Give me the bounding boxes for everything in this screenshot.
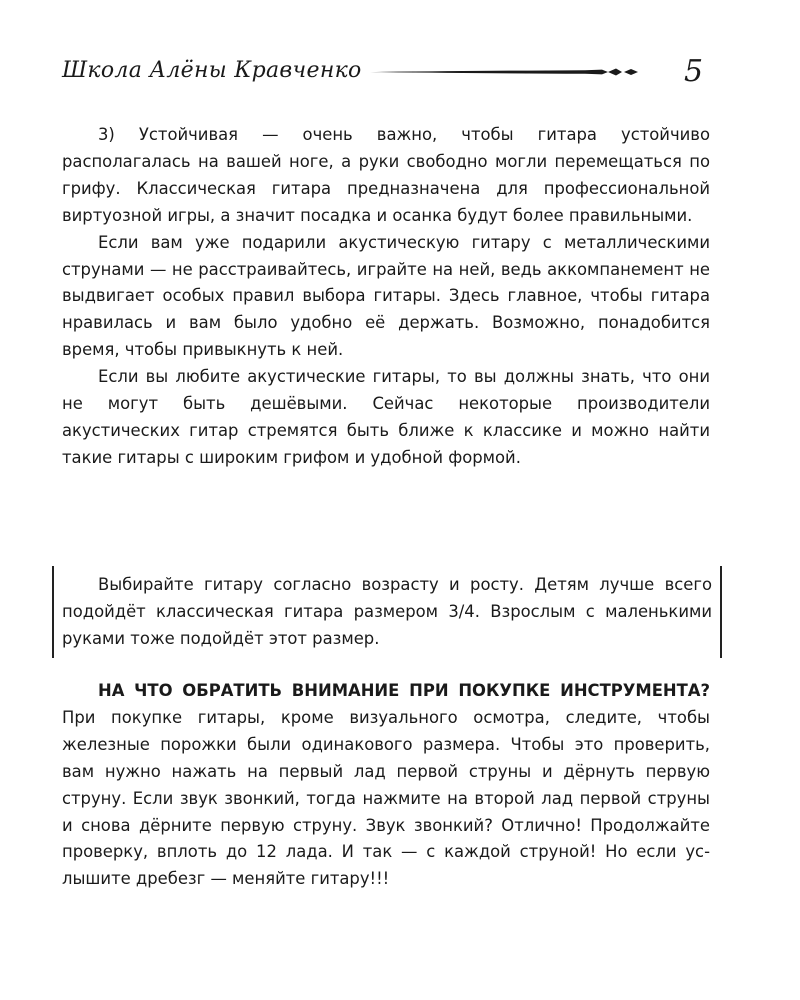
section-text: При покупке гитары, кроме визуального осмотра, следите, чтобы железные порожки были одинакового размера. Чтобы это проверить, вам нужно нажать на первый лад первой струны и дёрнуть первую струну. Если звук звонкий, тогда нажмите на второй лад первой струны и снова дёрните первую струну. Звук звонкий? Отлично! Продолжайте проверку, вплоть до 12 лада. И так — с каждой струной! Но если услышите дребезг — меняйте гитару!!! (62, 707, 710, 889)
running-header-title: Школа Алёны Кравченко (62, 58, 362, 83)
paragraph-1: 3) Устойчивая — очень важно, чтобы гитара устойчиво располагалась на вашей ноге, а руки свободно могли перемещаться по грифу. Классическая гитара предназначена для профессиональной виртуозной игры, а значит посадка и осанка будут более правильными. (62, 125, 710, 225)
note-right-bar (720, 566, 722, 658)
section-heading: НА ЧТО ОБРАТИТЬ ВНИМАНИЕ ПРИ ПОКУПКЕ ИНСТРУМЕНТА? (98, 681, 710, 700)
paragraph-2: Если вам уже подарили акустическую гитару с металлическими струнами — не расстраивайтесь, играйте на ней, ведь аккомпанемент не выдвигает особых правил выбора гитары. Здесь главное, чтобы гитара нравилась и вам было удобно её держать. Возможно, понадобится время, чтобы привыкнуть к ней. (62, 232, 710, 360)
decorative-rule-icon (370, 62, 642, 82)
page-number: 5 (684, 54, 704, 89)
body-text (62, 122, 710, 472)
note-text: Выбирайте гитару согласно возрасту и росту. Детям лучше всего подойдёт классическая гитара размером 3/4. Взрослым с маленькими руками тоже подойдёт этот размер. (62, 575, 712, 648)
note-left-bar (52, 566, 54, 658)
section-paragraph (62, 678, 710, 893)
note-box (52, 566, 722, 658)
paragraph-3: Если вы любите акустические гитары, то вы должны знать, что они не могут быть дешёвыми. Сейчас некоторые производители акустических гитар стремятся быть ближе к классике и можно найти такие гитары с широким грифом и удобной формой. (62, 367, 710, 467)
